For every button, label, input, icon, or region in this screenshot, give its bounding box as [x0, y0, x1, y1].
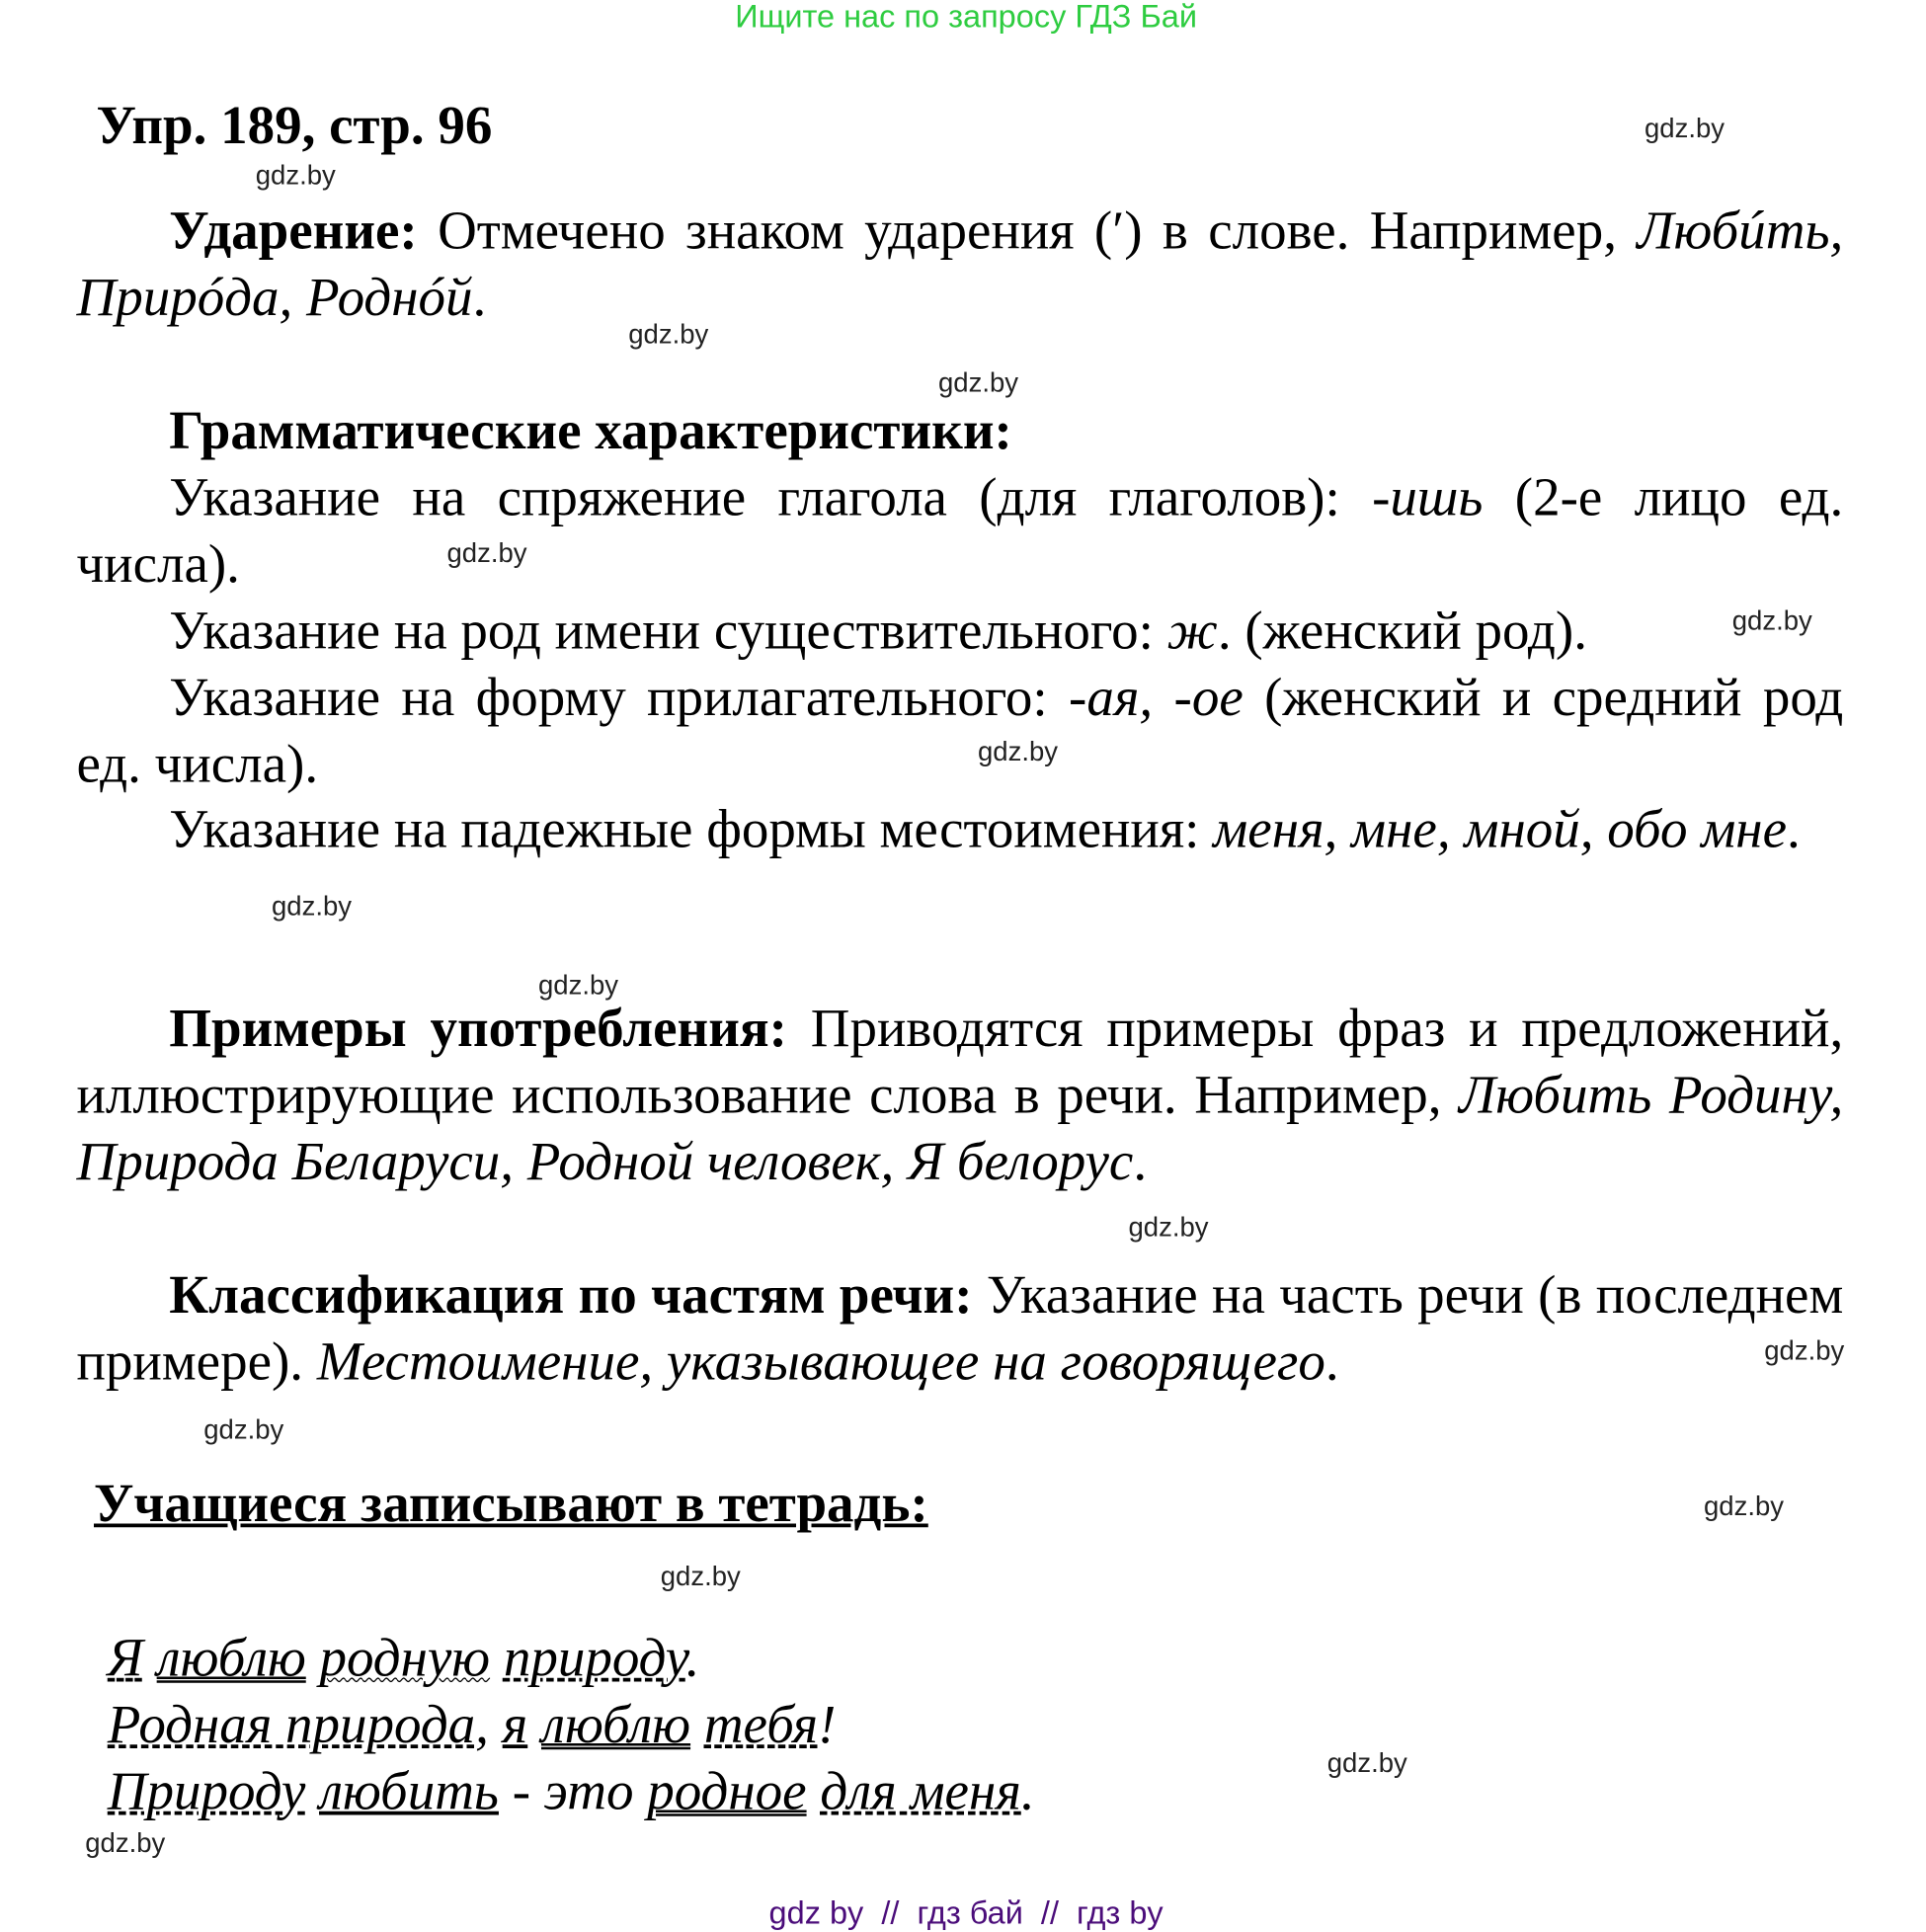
grammar-verb — [77, 464, 1844, 598]
space — [306, 1628, 320, 1688]
watermark: gdz.by — [978, 736, 1058, 768]
watermark: gdz.by — [1645, 113, 1725, 145]
classification-text: Указание на часть речи (в последнем примере). — [77, 1264, 1844, 1392]
stress-examples: Любúть, Прирóда, Роднóй — [77, 201, 1844, 328]
space — [527, 1694, 541, 1754]
space — [143, 1628, 157, 1688]
watermark: gdz.by — [272, 890, 352, 923]
classification-example: Местоимение, указывающее на говорящего — [317, 1331, 1325, 1392]
word-predicate: родное — [647, 1761, 806, 1821]
usage-end: . — [1133, 1131, 1147, 1191]
watermark: gdz.by — [1129, 1211, 1209, 1244]
punctuation: ! — [818, 1694, 836, 1754]
space: , — [475, 1694, 503, 1754]
stress-end: . — [473, 267, 487, 327]
grammar-pronoun-text: Указание на падежные формы местоимения: — [169, 799, 1213, 859]
stress-text: Отмечено знаком ударения (′) в слове. Например, — [418, 201, 1638, 261]
watermark: gdz.by — [628, 319, 708, 352]
grammar-adj-example: -ая, -ое — [1069, 667, 1244, 727]
grammar-noun-text: Указание на род имени существительного: — [169, 601, 1166, 661]
grammar-pronoun-end: . — [1787, 799, 1801, 859]
space — [305, 1761, 319, 1821]
word-subject: Я — [108, 1628, 143, 1688]
space — [490, 1628, 504, 1688]
grammar-adj-end: (женский и средний род ед. числа). — [77, 667, 1844, 794]
word-attribute: родную — [319, 1628, 490, 1688]
watermark: gdz.by — [85, 1827, 165, 1860]
watermark: gdz.by — [1327, 1747, 1407, 1780]
space — [807, 1761, 821, 1821]
stress-paragraph — [77, 198, 1844, 331]
watermark: gdz.by — [538, 969, 618, 1002]
stress-heading: Ударение: — [169, 201, 418, 261]
punctuation: . — [1021, 1761, 1035, 1821]
usage-examples: Любить Родину, Природа Беларуси, Родной человек, Я белорус — [77, 1065, 1844, 1192]
classification-heading: Классификация по частям речи: — [169, 1264, 972, 1325]
word-object: природу — [504, 1628, 686, 1688]
footer-links: gdz by // гдз бай // гдз by — [0, 1894, 1926, 1932]
usage-text: Приводятся примеры фраз и предложений, иллюстрирующие использование слова в речи. Например, — [77, 998, 1844, 1125]
grammar-verb-end: (2-е лицо ед. числа). — [77, 467, 1844, 595]
word-object: для меня — [820, 1761, 1020, 1821]
grammar-verb-example: -ишь — [1372, 467, 1483, 527]
watermark: gdz.by — [447, 537, 527, 570]
grammar-pronoun-example: меня, мне, мной, обо мне — [1213, 799, 1787, 859]
watermark: gdz.by — [256, 159, 336, 192]
watermark: gdz.by — [938, 366, 1018, 399]
punctuation: . — [686, 1628, 700, 1688]
space — [690, 1694, 704, 1754]
search-banner: Ищите нас по запросу ГДЗ Бай — [0, 0, 1926, 36]
sentence-2 — [108, 1692, 837, 1759]
word-subject: я — [503, 1694, 528, 1754]
classification-end: . — [1325, 1331, 1339, 1392]
grammar-heading: Грамматические характеристики: — [77, 398, 1844, 465]
sentence-1 — [108, 1625, 700, 1692]
exercise-title: Упр. 189, стр. 96 — [97, 94, 493, 157]
grammar-verb-text: Указание на спряжение глагола (для глаголов): — [169, 467, 1372, 527]
classification-paragraph — [77, 1262, 1844, 1396]
dash-text: - это — [499, 1761, 647, 1821]
grammar-adj — [77, 665, 1844, 798]
word-address: Родная природа — [108, 1694, 475, 1754]
watermark: gdz.by — [1732, 605, 1812, 638]
watermark: gdz.by — [203, 1413, 283, 1446]
grammar-noun — [77, 598, 1844, 665]
word-predicate: люблю — [541, 1694, 690, 1754]
sentence-3 — [108, 1758, 1035, 1825]
watermark: gdz.by — [1704, 1490, 1784, 1523]
grammar-pronoun — [77, 796, 1844, 863]
watermark: gdz.by — [1764, 1334, 1844, 1367]
grammar-noun-end: . (женский род). — [1218, 601, 1587, 661]
usage-paragraph — [77, 996, 1844, 1196]
task-heading: Учащиеся записывают в тетрадь: — [94, 1472, 928, 1535]
word-object: тебя — [704, 1694, 818, 1754]
word-subject: любить — [319, 1761, 499, 1821]
word-predicate: люблю — [157, 1628, 306, 1688]
watermark: gdz.by — [661, 1561, 741, 1593]
word-object: Природу — [108, 1761, 306, 1821]
usage-heading: Примеры употребления: — [169, 998, 787, 1058]
grammar-noun-example: ж — [1167, 601, 1218, 661]
grammar-adj-text: Указание на форму прилагательного: — [169, 667, 1069, 727]
